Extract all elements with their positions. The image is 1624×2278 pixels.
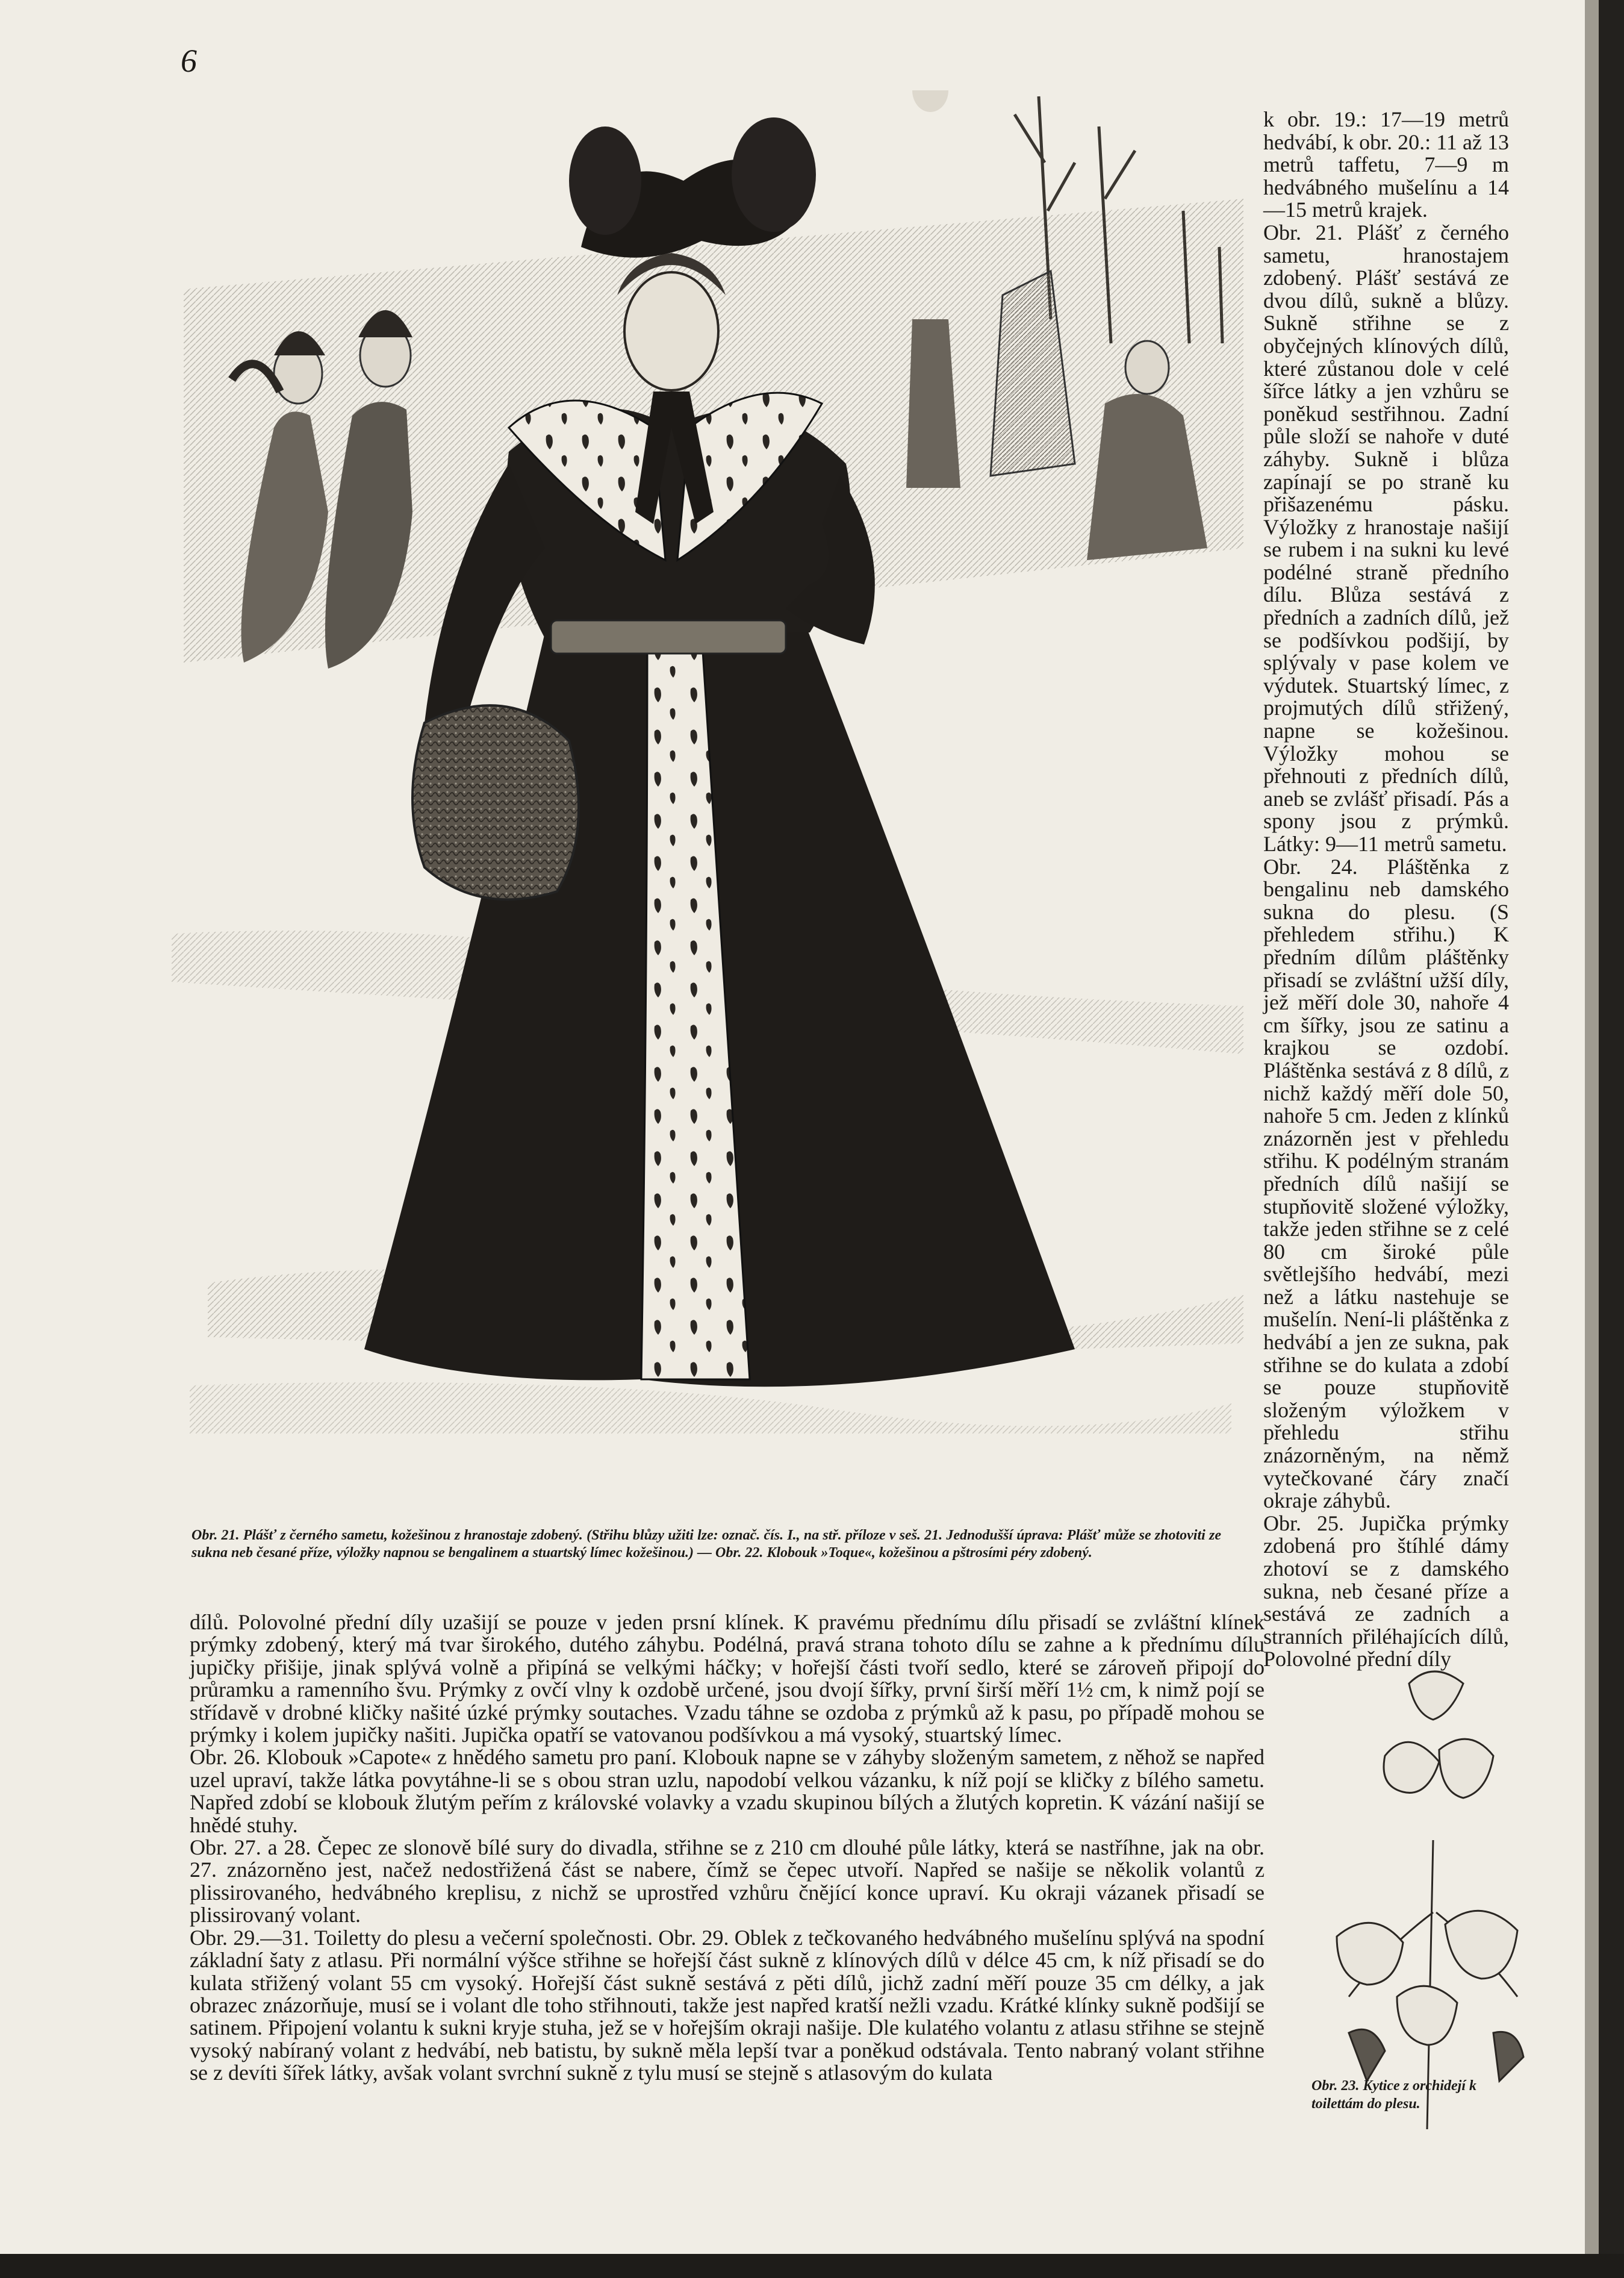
right-paragraph: k obr. 19.: 17—19 metrů hedvábí, k obr. 20.: 11 až 13 metrů taffetu, 7—9 m hedvábného mušelínu a 14—15 metrů krajek. xyxy=(1263,107,1509,222)
figure-caption xyxy=(191,1527,1221,1562)
right-paragraph: Obr. 24. Pláštěnka z bengalinu neb damského sukna do plesu. (S přehledem střihu.) K předním dílům pláštěnky přisadí se zvláštní užší díly, jež měří dole 30, nahoře 4 cm šířky, jsou ze satinu a krajkou se ozdobí. Pláštěnka sestává z 8 dílů, z nichž každý měří dole 50, nahoře 5 cm. Jeden z klínků znázorněn jest v přehledu střihu. K podélným stranám předních dílů našijí se stupňovitě složené výložky, takže jeden střihne se z celé 80 cm široké půle světlejšího hedvábí, mezi než a látku nastehuje se mušelín. Není-li pláštěnka z hedvábí a jen ze sukna, pak střihne se do kulata a zdobí se pouze stupňovitě složeným výložkem v přehledu střihu znázorněným, na němž vytečkované čáry značí okraje záhybů. xyxy=(1263,854,1509,1513)
page-number: 6 xyxy=(181,43,197,79)
right-paragraph: Obr. 25. Jupička prýmky zdobená pro štíhlé dámy zhotoví se z damského sukna, neb česané příze a sestává ze zadních a stranních přiléhajících dílů, Polovolné přední díly xyxy=(1263,1511,1509,1671)
body-paragraph: dílů. Polovolné přední díly uzašijí se pouze v jeden prsní klínek. K pravému přednímu dílu přisadí se zvláštní klínek prýmky zdobený, který má tvar širokého, dutého záhybu. Podélná, pravá strana tohoto dílu se zahne a k přednímu dílu jupičky přišije, jinak splývá volně a připíná se velkými háčky; v hořejší části tvoří sedlo, které se zároveň připojí do průramku a ramenního švu. Prýmky z ovčí vlny k ozdobě určené, jsou dvojí šířky, první širší měří 1½ cm, k nimž pojí se střídavě v drobné kličky našité úzké prýmky soutaches. Vzadu táhne se ozdoba z prýmků až k pasu, po případě mohou se prýmky i kolem jupičky našiti. Jupička opatří se vatovanou podšívkou a má vysoký, stuartský límec. xyxy=(190,1610,1265,1747)
body-paragraph: Obr. 26. Klobouk »Capote« z hnědého sametu pro paní. Klobouk napne se v záhyby složeným sametem, z něhož se napřed uzel upraví, takže látka povytáhne-li se s obou stran uzlu, napodobí velkou vázanku, k níž pojí se kličky z bílého sametu. Napřed zdobí se klobouk žlutým peřím z královské volavky a vzadu skupinou bílých a žlutých kopretin. K vázání našijí se hnědé stuhy. xyxy=(190,1745,1265,1837)
body-paragraph: Obr. 29.—31. Toiletty do plesu a večerní společnosti. Obr. 29. Oblek z tečkovaného hedvábného mušelínu splývá na spodní základní šaty z atlasu. Při normální výšce střihne se hořejší část sukně z klínových dílů v délce 45 cm, k níž přisadí se do kulata střižený volant 55 cm vysoký. Hořejší část sukně sestává z pěti dílů, jichž zadní měří pouze 35 cm délky, a jak obrazec znázorňuje, musí se i volant dle toho střihnouti, takže jest napřed kratší nežli vzadu. Krátké klínky sukně podšijí se satinem. Připojení volantu k sukni kryje stuha, jež se v hořejším okraji našije. Dle kulatého volantu z atlasu střihne se stejně vysoký nabíraný volant z hedvábí, neb batistu, by sukně měla lepší tvar a poněkud odstávala. Tento nabraný volant střihne se z devíti šířek látky, avšak volant svrchní sukně z tylu musí se stejně s atlasovým do kulata xyxy=(190,1925,1265,2085)
body-paragraph: Obr. 27. a 28. Čepec ze slonově bílé sury do divadla, střihne se z 210 cm dlouhé půle látky, která se nastříhne, jak na obr. 27. znázorněno jest, načež nedostřižená část se nabere, čímž se čepec utvoří. Napřed se našije se několik volantů z plissirovaného, hedvábného kreplisu, z nichž se uprostřed vzhůru čnějící konce upraví. Ku okraji vázanek přisadí se plissirovaný volant. xyxy=(190,1835,1265,1927)
scan-edge-right xyxy=(1599,0,1624,2278)
fashion-engraving-skating-scene xyxy=(172,90,1243,1458)
right-text-column xyxy=(1263,108,1509,1671)
page-shadow xyxy=(1585,0,1599,2278)
scan-edge-bottom xyxy=(0,2254,1624,2278)
right-paragraph: Obr. 21. Plášť z černého sametu, hranostajem zdobený. Plášť sestává ze dvou dílů, sukně a blůzy. Sukně střihne se z obyčejných klínových dílů, které zůstanou dole v celé šířce látky a jen vzhůru se poněkud sestřihnou. Zadní půle složí se nahoře v duté záhyby. Sukně i blůza zapínají se po straně ku přišazenému pásku. Výložky z hranostaje našijí se rubem i na sukni ku levé podélné straně předního dílu. Blůza sestává z předních a zadních dílů, jež se podšívkou podšijí, by splývaly v pase kolem ve výdutek. Stuartský límec, z projmutých dílů střižený, napne se kožešinou. Výložky mohou se přehnouti z předních dílů, aneb se zvlášť přisadí. Pás a spony jsou z prýmků. Látky: 9—11 metrů sametu. xyxy=(1263,220,1509,856)
caption-text: Obr. 21. Plášť z černého sametu, kožešinou z hranostaje zdobený. (Střihu blůzy užiti lze: označ. čís. I., na stř. příloze v seš. 21. Jednodušší úprava: Plášť může se zhotoviti ze sukna neb česané příze, výložky napnou se bengalinem a stuartský límec kožešinou.) — Obr. 22. Klobouk »Toque«, kožešinou a pštrosími péry zdobený. xyxy=(191,1528,1221,1561)
main-body-text xyxy=(190,1611,1265,2085)
orchid-bouquet-icon xyxy=(1313,1659,1542,2135)
flower-caption: Obr. 23. Kytice z orchidejí k toilettám do plesu. xyxy=(1311,2078,1476,2112)
